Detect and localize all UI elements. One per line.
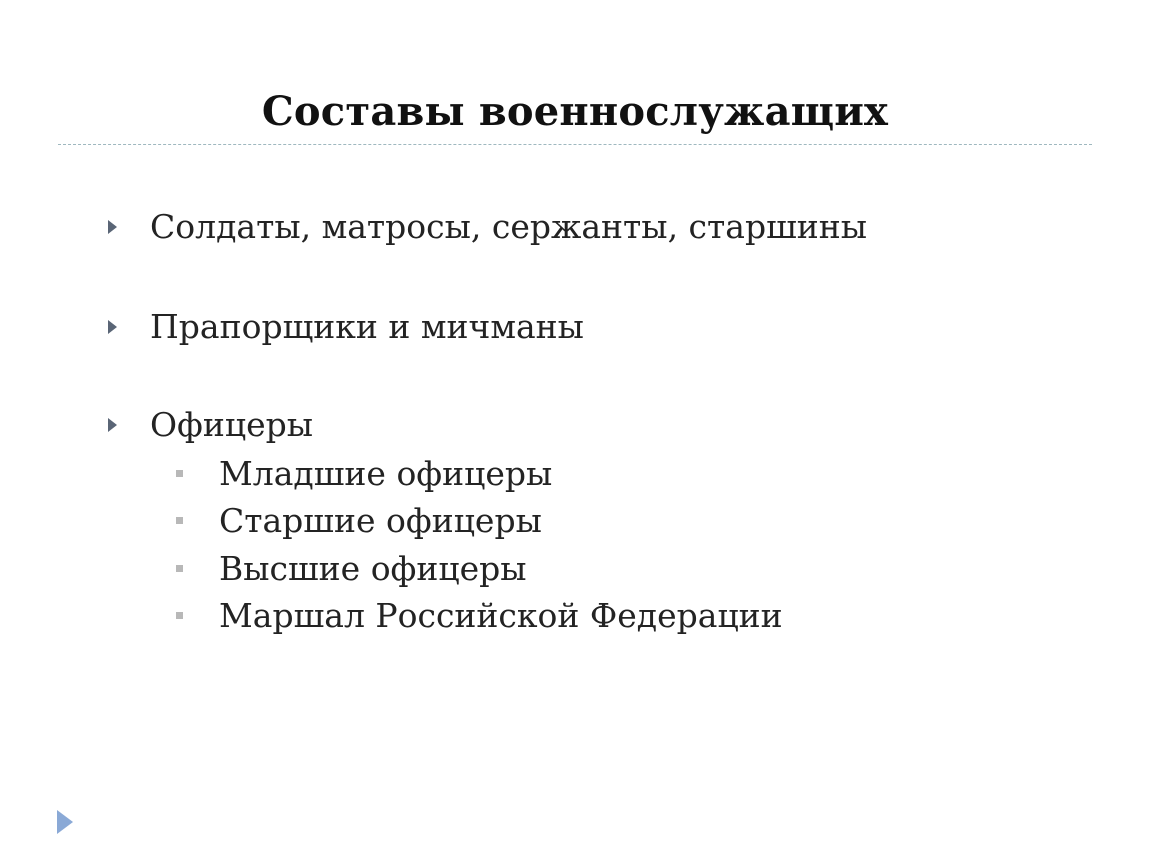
triangle-bullet-icon (108, 220, 117, 234)
next-slide-arrow-icon[interactable] (57, 810, 73, 834)
square-bullet-icon (176, 470, 183, 477)
square-bullet-icon (176, 565, 183, 572)
square-bullet-icon (176, 517, 183, 524)
sub-bullet-item-higher-officers: Высшие офицеры (219, 549, 527, 588)
bullet-item-warrant-officers: Прапорщики и мичманы (150, 307, 584, 346)
bullet-item-soldiers: Солдаты, матросы, сержанты, старшины (150, 207, 868, 246)
triangle-bullet-icon (108, 418, 117, 432)
sub-bullet-item-senior-officers: Старшие офицеры (219, 501, 542, 540)
slide-title: Составы военнослужащих (261, 88, 889, 135)
triangle-bullet-icon (108, 320, 117, 334)
sub-bullet-item-marshal: Маршал Российской Федерации (219, 596, 783, 635)
sub-bullet-item-junior-officers: Младшие офицеры (219, 454, 553, 493)
square-bullet-icon (176, 612, 183, 619)
bullet-item-officers: Офицеры (150, 405, 314, 444)
